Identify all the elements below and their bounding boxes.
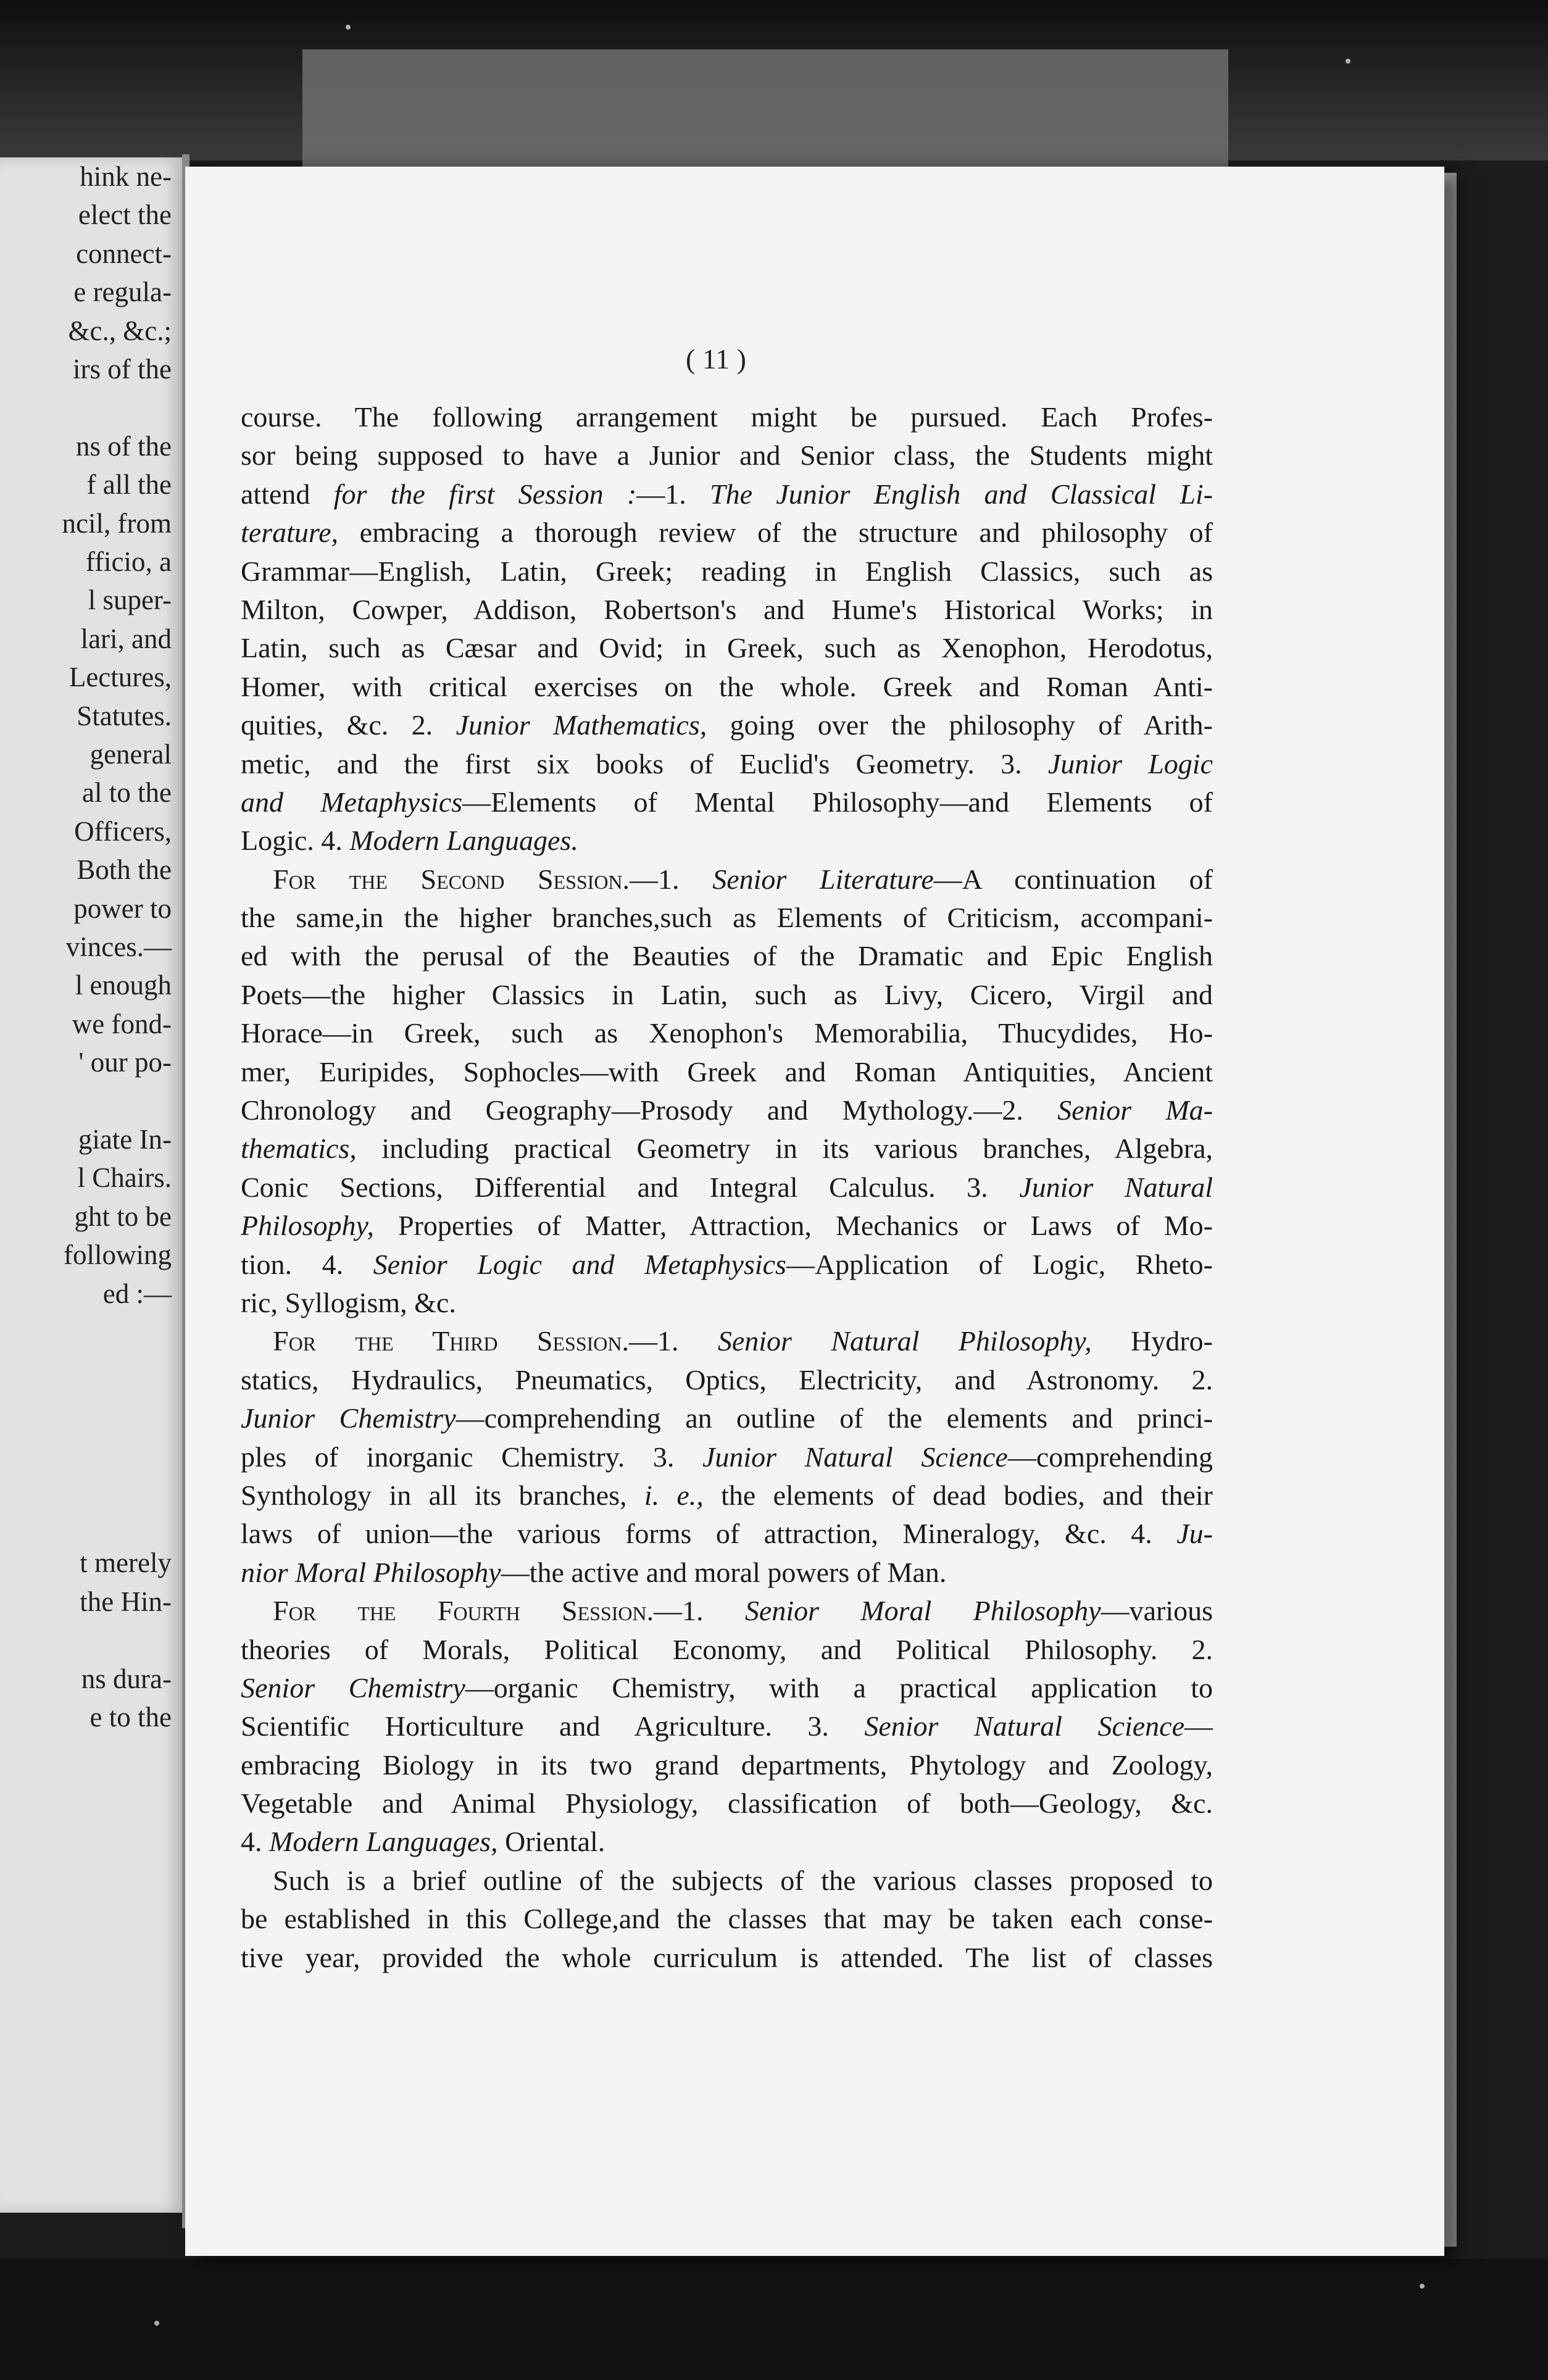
italic-text: Ju-: [1176, 1518, 1213, 1550]
italic-text: The Junior English and Classical Li-: [709, 478, 1213, 510]
text-segment: —1.: [630, 863, 713, 895]
facing-page-text-fragment: we fond-: [72, 1008, 172, 1039]
text-line: [241, 1476, 1213, 1515]
facing-page-text-fragment: al to the: [82, 777, 172, 809]
page-body-text: [241, 398, 1213, 1977]
text-segment: the same,in the higher branches,such as Elements of Criticism, accompani-: [241, 902, 1213, 934]
facing-page-text-fragment: l enough: [75, 970, 172, 1001]
text-segment: Homer, with critical exercises on the whole. Greek and Roman Anti-: [241, 670, 1213, 702]
italic-text: Junior Natural Science: [702, 1441, 1008, 1473]
facing-page-text-fragment: connect-: [76, 238, 172, 269]
text-segment: including practical Geometry in its various branches, Algebra,: [356, 1133, 1213, 1165]
facing-page-text-fragment: hink ne-: [80, 161, 172, 192]
text-line: [241, 1669, 1213, 1707]
italic-text: for the first Session :: [333, 478, 637, 510]
text-segment: ples of inorganic Chemistry. 3.: [241, 1441, 702, 1473]
text-segment: —organic Chemistry, with a practical application to: [465, 1671, 1213, 1704]
facing-page-text-fragment: Lectures,: [69, 662, 172, 693]
page-number: ( 11 ): [686, 343, 746, 375]
italic-text: nior Moral Philosophy: [241, 1556, 501, 1588]
text-segment: sor being supposed to have a Junior and Senior class, the Students might: [241, 439, 1213, 472]
facing-page-text-fragment: lari, and: [80, 623, 172, 654]
text-segment: metic, and the first six books of Euclid's Geometry. 3.: [241, 747, 1048, 780]
italic-text: i. e.,: [644, 1479, 704, 1511]
text-line: [241, 822, 1213, 860]
section-heading: For the Fourth Session.: [273, 1595, 654, 1627]
text-segment: —the active and moral powers of Man.: [501, 1556, 947, 1588]
text-segment: —various: [1101, 1595, 1213, 1627]
text-segment: Conic Sections, Differential and Integral Calculus. 3.: [241, 1171, 1020, 1203]
facing-page-text-fragment: l super-: [88, 585, 172, 616]
text-segment: —Application of Logic, Rheto-: [786, 1248, 1213, 1280]
text-line: [241, 1207, 1213, 1245]
text-line: [241, 706, 1213, 744]
italic-text: Philosophy,: [241, 1210, 374, 1242]
facing-page-text-fragment: e to the: [89, 1702, 172, 1733]
text-line: [241, 1246, 1213, 1284]
italic-text: Senior Natural Science: [864, 1710, 1184, 1742]
facing-page-text-fragment: power to: [73, 892, 172, 924]
text-segment: Chronology and Geography—Prosody and Mythology.—2.: [241, 1094, 1058, 1126]
italic-text: Senior Literature: [712, 863, 934, 895]
scan-speck: [1346, 59, 1350, 64]
facing-page-text-fragment: l Chairs.: [77, 1162, 172, 1194]
text-line: [241, 1746, 1213, 1784]
text-segment: Oriental.: [497, 1826, 605, 1858]
facing-page-text-fragment: ght to be: [74, 1200, 172, 1232]
text-segment: embracing Biology in its two grand departments, Phytology and Zoology,: [241, 1749, 1213, 1781]
text-segment: Logic. 4.: [241, 825, 350, 857]
text-line: [241, 1053, 1213, 1091]
text-segment: Synthology in all its branches,: [241, 1479, 644, 1511]
text-segment: mer, Euripides, Sophocles—with Greek and Roman Antiquities, Ancient: [241, 1055, 1213, 1088]
facing-page-text-fragment: f all the: [86, 469, 172, 501]
text-segment: —: [1184, 1710, 1213, 1742]
text-segment: —A continuation of: [933, 863, 1213, 895]
text-line: [241, 783, 1213, 822]
text-line: [241, 1322, 1213, 1360]
text-segment: Hydro-: [1091, 1325, 1213, 1357]
italic-text: thematics,: [241, 1133, 357, 1165]
facing-page-text-fragment: &c., &c.;: [68, 315, 172, 346]
italic-text: Senior Ma-: [1057, 1094, 1213, 1126]
section-heading: For the Third Session.: [273, 1325, 629, 1357]
text-line: [241, 1399, 1213, 1438]
text-line: [241, 1438, 1213, 1476]
facing-page-text-fragment: ' our po-: [78, 1047, 172, 1078]
text-line: [241, 1091, 1213, 1130]
text-segment: Properties of Matter, Attraction, Mechanics or Laws of Mo-: [373, 1210, 1213, 1242]
text-line: [241, 591, 1213, 629]
facing-page-text-fragment: Statutes.: [77, 700, 172, 731]
text-segment: tive year, provided the whole curriculum is attended. The list of classes: [241, 1941, 1213, 1973]
scan-speck: [346, 25, 351, 30]
italic-text: Modern Languages.: [349, 825, 578, 857]
text-line: [241, 1515, 1213, 1553]
text-segment: Grammar—English, Latin, Greek; reading in English Classics, such as: [241, 555, 1213, 587]
text-segment: —comprehending an outline of the elements and princi-: [456, 1402, 1213, 1434]
italic-text: and Metaphysics: [241, 786, 463, 818]
facing-page-text-fragment: Officers,: [74, 815, 172, 847]
text-line: [241, 436, 1213, 475]
facing-page-fragment: [0, 157, 185, 2213]
facing-page-text-fragment: elect the: [78, 199, 172, 231]
text-line: [241, 1284, 1213, 1322]
facing-page-text-fragment: the Hin-: [80, 1586, 172, 1617]
text-line: [241, 1592, 1213, 1630]
text-segment: theories of Morals, Political Economy, and Political Philosophy. 2.: [241, 1633, 1213, 1665]
text-segment: Scientific Horticulture and Agriculture. 3.: [241, 1710, 865, 1742]
text-segment: embracing a thorough review of the structure and philosophy of: [338, 517, 1213, 549]
section-heading: For the Second Session.: [273, 863, 630, 895]
text-segment: laws of union—the various forms of attraction, Mineralogy, &c. 4.: [241, 1518, 1177, 1550]
text-segment: tion. 4.: [241, 1248, 373, 1280]
facing-page-text-fragment: irs of the: [73, 354, 172, 385]
text-segment: Milton, Cowper, Addison, Robertson's and Hume's Historical Works; in: [241, 593, 1213, 625]
text-line: [241, 514, 1213, 552]
text-segment: course. The following arrangement might be pursued. Each Profes-: [241, 401, 1213, 433]
italic-text: Junior Mathematics,: [456, 709, 707, 741]
facing-page-text-fragment: ed :—: [102, 1278, 172, 1309]
facing-page-text-fragment: vinces.—: [65, 931, 172, 962]
text-segment: statics, Hydraulics, Pneumatics, Optics, Electricity, and Astronomy. 2.: [241, 1363, 1213, 1396]
facing-page-text-fragment: general: [89, 739, 172, 770]
text-segment: Latin, such as Cæsar and Ovid; in Greek, such as Xenophon, Herodotus,: [241, 632, 1213, 664]
italic-text: Junior Logic: [1047, 747, 1213, 780]
facing-page-text-fragment: e regula-: [73, 277, 172, 308]
italic-text: Senior Moral Philosophy: [744, 1595, 1101, 1627]
italic-text: Senior Logic and Metaphysics: [373, 1248, 786, 1280]
text-segment: —1.: [654, 1595, 745, 1627]
text-line: [241, 668, 1213, 706]
facing-page-text-fragment: giate In-: [78, 1124, 172, 1155]
italic-text: Senior Natural Philosophy,: [717, 1325, 1092, 1357]
text-segment: going over the philosophy of Arith-: [707, 709, 1213, 741]
text-segment: ric, Syllogism, &c.: [241, 1286, 456, 1318]
text-segment: Poets—the higher Classics in Latin, such as Livy, Cicero, Virgil and: [241, 978, 1213, 1010]
text-line: [241, 475, 1213, 514]
text-segment: —1.: [628, 1325, 718, 1357]
text-line: [241, 1862, 1213, 1900]
text-line: [241, 1900, 1213, 1938]
text-line: [241, 629, 1213, 667]
text-line: [241, 398, 1213, 436]
text-line: [241, 899, 1213, 937]
text-segment: Horace—in Greek, such as Xenophon's Memorabilia, Thucydides, Ho-: [241, 1017, 1213, 1049]
text-line: [241, 860, 1213, 899]
scan-speck: [154, 2321, 159, 2326]
text-line: [241, 552, 1213, 591]
text-line: [241, 1130, 1213, 1168]
text-segment: Vegetable and Animal Physiology, classification of both—Geology, &c.: [241, 1787, 1213, 1820]
text-line: [241, 1014, 1213, 1052]
text-line: [241, 1939, 1213, 1977]
facing-page-text-fragment: fficio, a: [85, 546, 172, 577]
facing-page-text-fragment: following: [64, 1239, 172, 1271]
italic-text: Junior Natural: [1019, 1171, 1213, 1203]
text-segment: be established in this College,and the classes that may be taken each conse-: [241, 1903, 1213, 1935]
text-segment: the elements of dead bodies, and their: [703, 1479, 1213, 1511]
scan-background-bottom: [0, 2259, 1548, 2380]
text-segment: attend: [241, 478, 334, 510]
italic-text: Senior Chemistry: [241, 1671, 465, 1704]
text-segment: —1.: [636, 478, 710, 510]
scan-speck: [1420, 2284, 1425, 2289]
text-line: [241, 1168, 1213, 1207]
text-line: [241, 1784, 1213, 1823]
text-line: [241, 1631, 1213, 1669]
facing-page-text-fragment: Both the: [77, 854, 172, 886]
text-segment: —Elements of Mental Philosophy—and Elements of: [462, 786, 1213, 818]
text-segment: Such is a brief outline of the subjects of the various classes proposed to: [273, 1864, 1213, 1896]
text-line: [241, 1707, 1213, 1745]
text-line: [241, 1554, 1213, 1592]
text-line: [241, 937, 1213, 975]
text-segment: 4.: [241, 1826, 269, 1858]
text-line: [241, 1361, 1213, 1399]
italic-text: terature,: [241, 517, 338, 549]
italic-text: Modern Languages,: [269, 1826, 498, 1858]
italic-text: Junior Chemistry: [241, 1402, 456, 1434]
scan-gray-band: [302, 49, 1228, 167]
facing-page-text-fragment: ns dura-: [81, 1663, 172, 1694]
text-line: [241, 976, 1213, 1014]
text-line: [241, 745, 1213, 783]
facing-page-text-fragment: ns of the: [76, 430, 172, 462]
text-segment: ed with the perusal of the Beauties of the Dramatic and Epic English: [241, 940, 1213, 972]
facing-page-text-fragment: t merely: [80, 1547, 172, 1579]
text-segment: —comprehending: [1007, 1441, 1213, 1473]
facing-page-text-fragment: ncil, from: [62, 507, 172, 539]
text-line: [241, 1823, 1213, 1861]
text-segment: quities, &c. 2.: [241, 709, 456, 741]
